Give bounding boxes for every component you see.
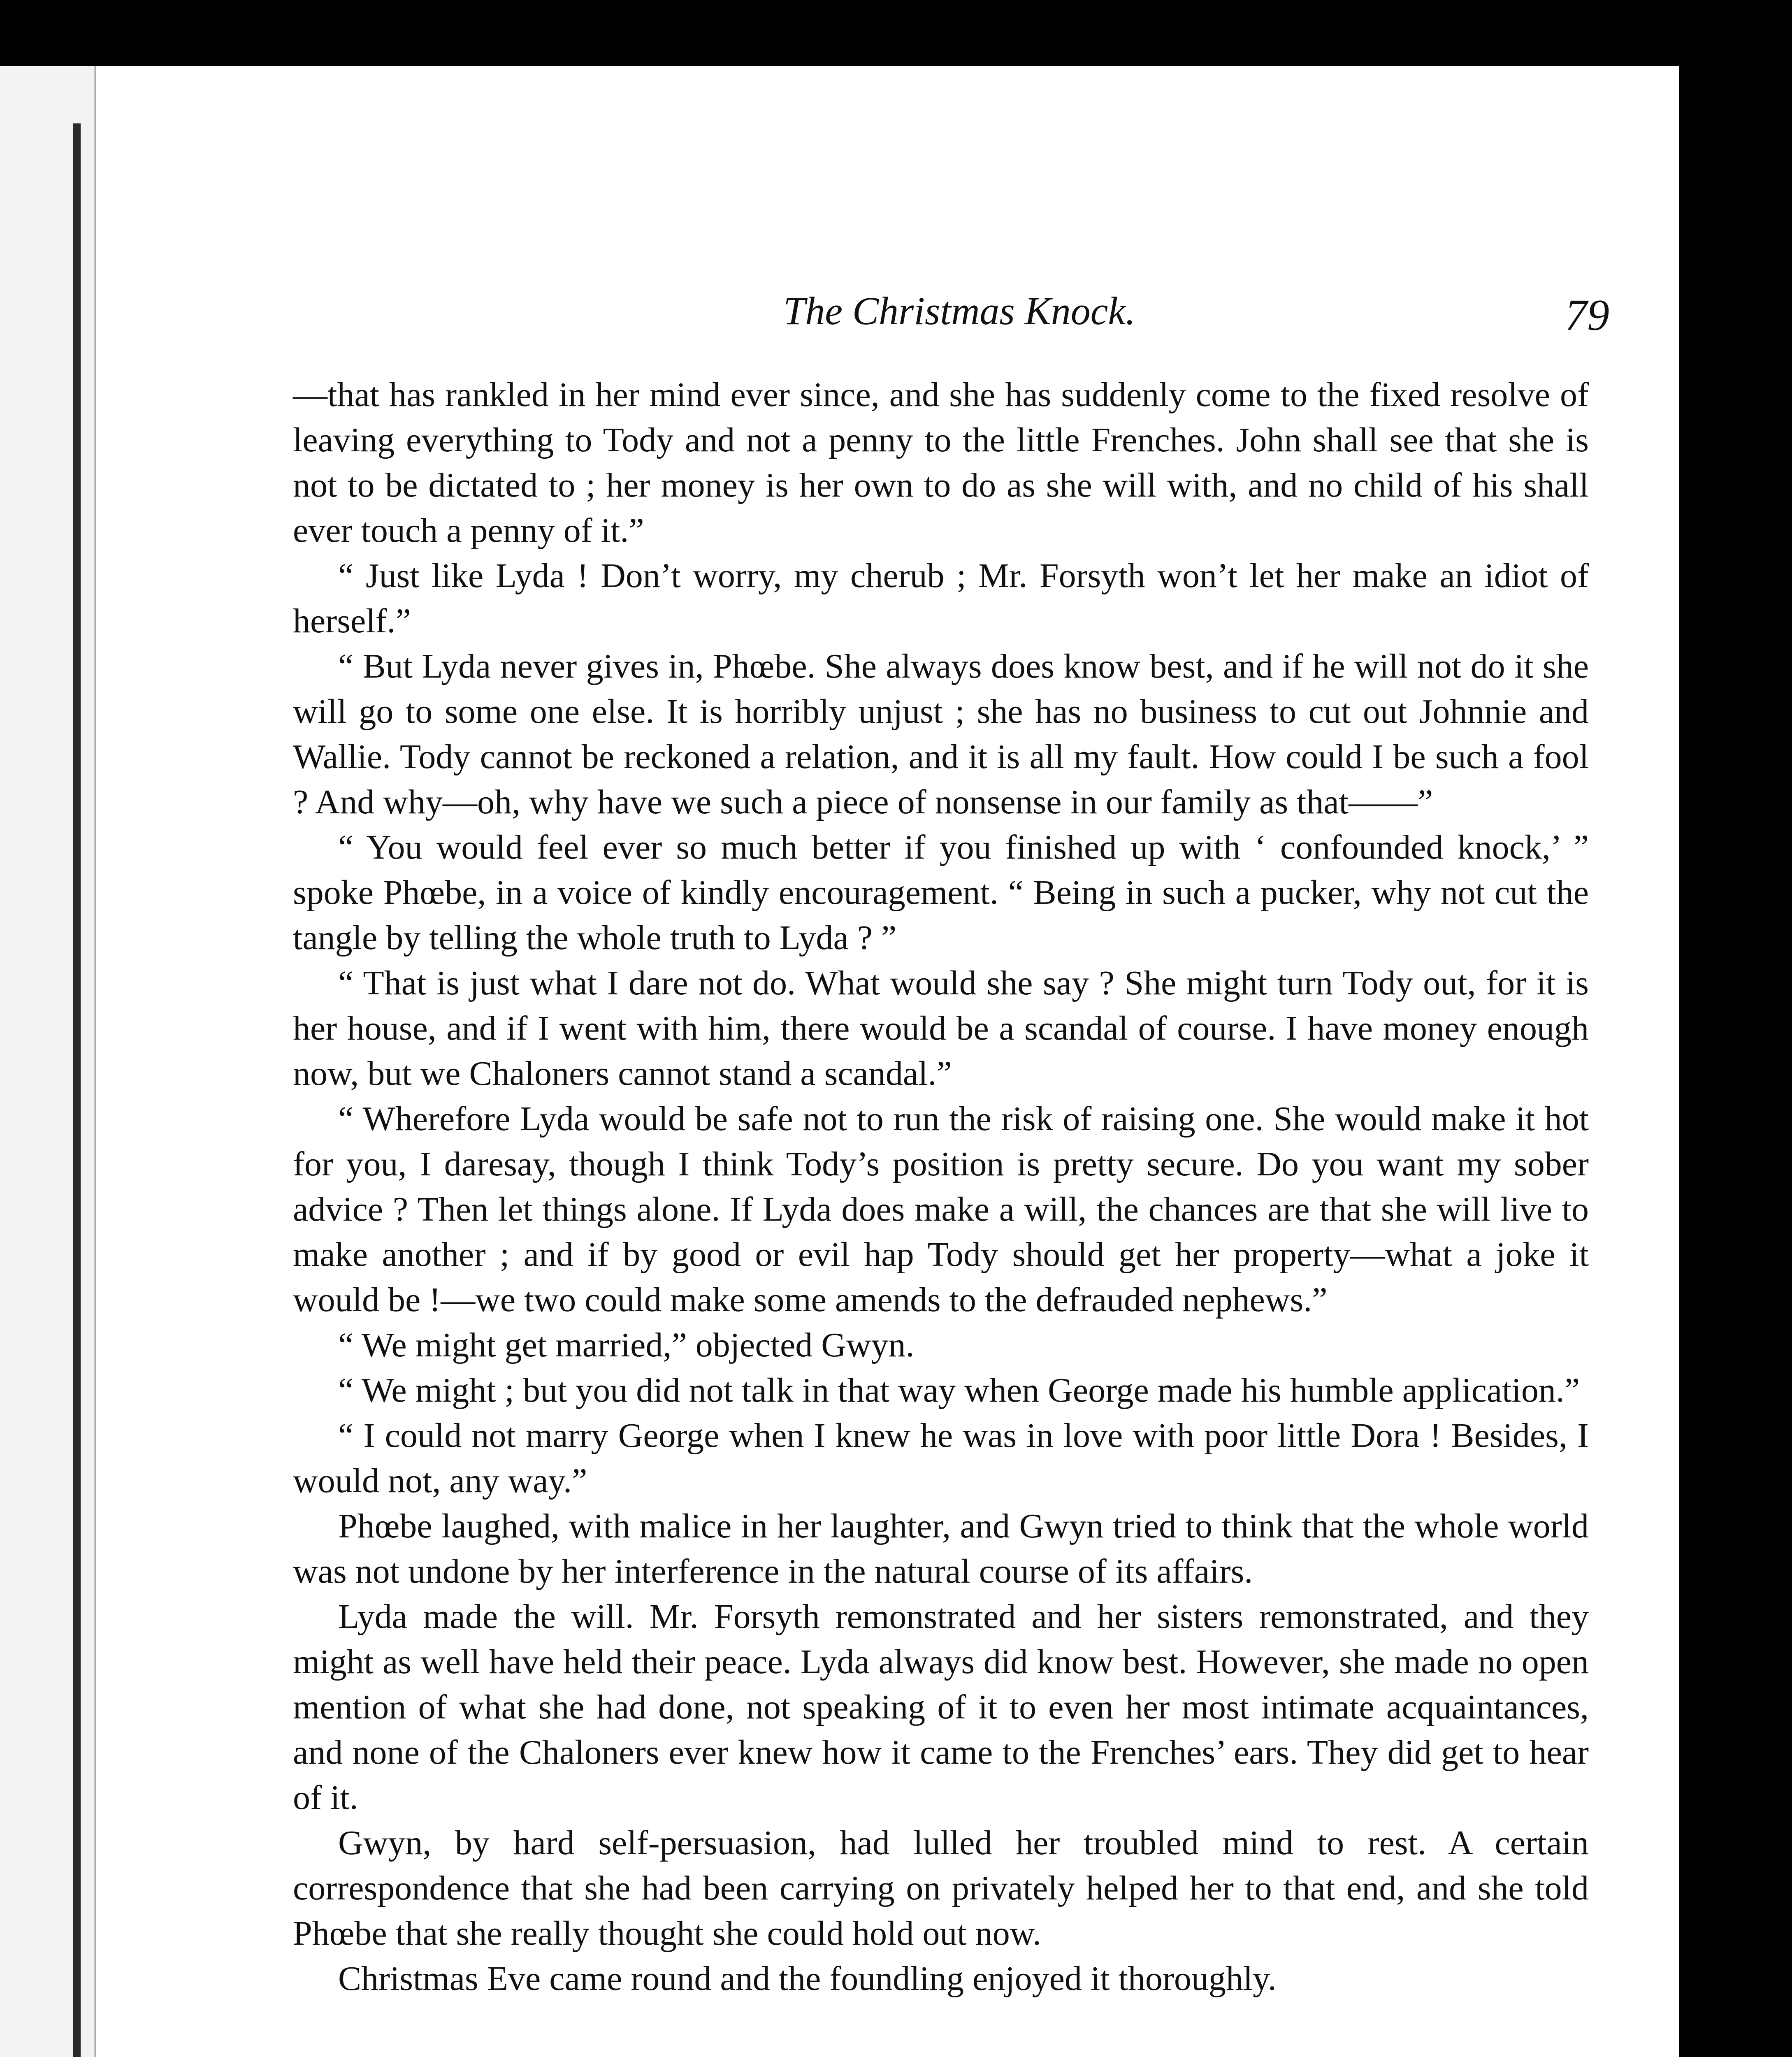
- paragraph-5: “ That is just what I dare not do. What would she say ? She might turn Tody out, for it is her house, and if I went with him, there would be a scandal of course. I have money enough now, but we Chaloners cannot stand a scandal.”: [293, 964, 1589, 1093]
- paragraph-3: “ But Lyda never gives in, Phœbe. She always does know best, and if he will not do it she will go to some one else. It is horribly unjust ; she has no business to cut out Johnnie and Wallie. Tody cannot be reckoned a relation, and it is all my fault. How could I be such a fool ? And why—oh, why have we such a piece of nonsense in our family as that——”: [293, 647, 1589, 821]
- body-text: [293, 372, 1589, 2001]
- paragraph-7: “ We might get married,” objected Gwyn.: [338, 1326, 915, 1364]
- paragraph-8: “ We might ; but you did not talk in that way when George made his humble application.”: [338, 1371, 1580, 1409]
- paragraph-13: Christmas Eve came round and the foundling enjoyed it thoroughly.: [338, 1959, 1277, 1998]
- paragraph-11: Lyda made the will. Mr. Forsyth remonstrated and her sisters remonstrated, and they might as well have held their peace. Lyda always did know best. However, she made no open mention of what she had done, not speaking of it to even her most intimate acquaintances, and none of the Chaloners ever knew how it came to the Frenches’ ears. They did get to hear of it.: [293, 1597, 1589, 1817]
- paragraph-9: “ I could not marry George when I knew he was in love with poor little Dora ! Besides, I would not, any way.”: [293, 1416, 1589, 1500]
- page-number: 79: [1565, 291, 1609, 340]
- book-page: [95, 66, 1679, 2057]
- paragraph-6: “ Wherefore Lyda would be safe not to run the risk of raising one. She would make it hot for you, I daresay, though I think Tody’s position is pretty secure. Do you want my sober advice ? Then let things alone. If Lyda does make a will, the chances are that she will live to make another ; and if by good or evil hap Tody should get her property—what a joke it would be !—we two could make some amends to the defrauded nephews.”: [293, 1100, 1589, 1319]
- binding-shadow: [73, 123, 81, 2057]
- paragraph-1: —that has rankled in her mind ever since, and she has suddenly come to the fixed resolve of leaving everything to Tody and not a penny to the little Frenches. John shall see that she is not to be dictated to ; her money is her own to do as she will with, and no child of his shall ever touch a penny of it.”: [293, 376, 1589, 550]
- paragraph-12: Gwyn, by hard self-persuasion, had lulled her troubled mind to rest. A certain correspondence that she had been carrying on privately helped her to that end, and she told Phœbe that she really thought she could hold out now.: [293, 1824, 1589, 1953]
- paragraph-4: “ You would feel ever so much better if you finished up with ‘ confounded knock,’ ” spoke Phœbe, in a voice of kindly encouragement. “ Being in such a pucker, why not cut the tangle by telling the whole truth to Lyda ? ”: [293, 828, 1589, 957]
- paragraph-10: Phœbe laughed, with malice in her laughter, and Gwyn tried to think that the whole world was not undone by her interference in the natural course of its affairs.: [293, 1507, 1589, 1590]
- paragraph-2: “ Just like Lyda ! Don’t worry, my cherub ; Mr. Forsyth won’t let her make an idiot of herself.”: [293, 557, 1589, 640]
- left-page-edge: [0, 66, 99, 2057]
- running-head: The Christmas Knock.: [783, 289, 1136, 333]
